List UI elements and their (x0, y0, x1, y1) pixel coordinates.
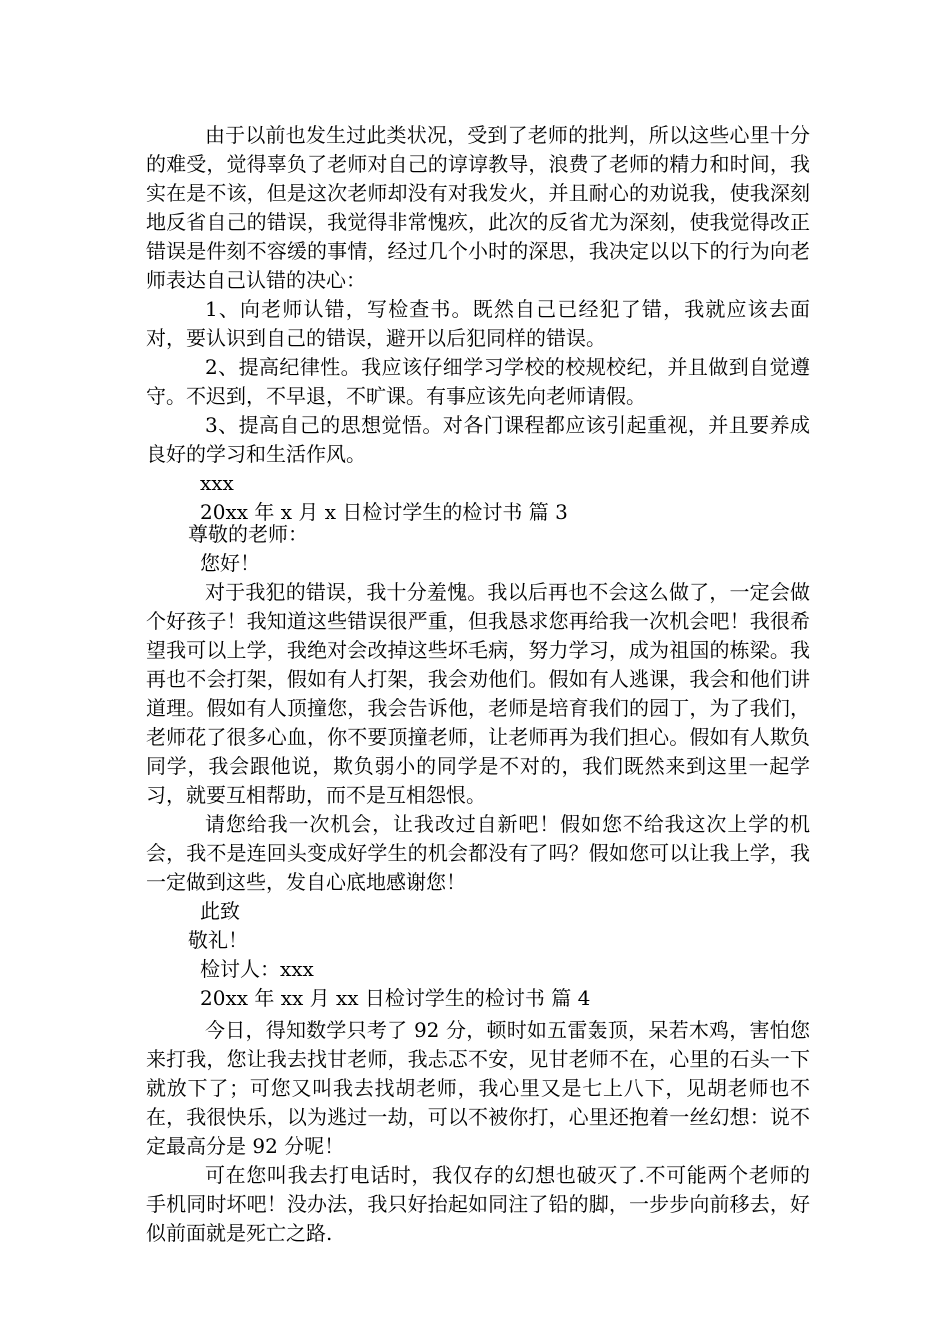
paragraph: 可在您叫我去打电话时，我仅存的幻想也破灭了.不可能两个老师的手机同时坏吧！没办法，我只好抬起如同注了铅的脚，一步步向前移去，好似前面就是死亡之路. (146, 1163, 810, 1245)
paragraph: 3、提高自己的思想觉悟。对各门课程都应该引起重视，并且要养成良好的学习和生活作风。 (146, 413, 810, 466)
closing-line: 此致 (200, 899, 240, 923)
closing-line: 敬礼！ (188, 928, 248, 952)
section-2-tail (146, 121, 810, 527)
paragraph: 1、向老师认错，写检查书。既然自己已经犯了错，我就应该去面对，要认识到自己的错误，避开以后犯同样的错误。 (146, 297, 810, 350)
paragraph: 2、提高纪律性。我应该仔细学习学校的校规校纪，并且做到自觉遵守。不迟到，不早退，不旷课。有事应该先向老师请假。 (146, 355, 810, 408)
salutation: 尊敬的老师： (188, 522, 308, 546)
greeting: 您好！ (200, 551, 260, 575)
signer: 检讨人：xxx (200, 957, 314, 981)
signature: xxx (200, 471, 234, 495)
section-4 (146, 1016, 810, 1248)
paragraph: 今日，得知数学只考了 92 分，顿时如五雷轰顶，呆若木鸡，害怕您来打我，您让我去找甘老师，我忐忑不安，见甘老师不在，心里的石头一下就放下了；可您又叫我去找胡老师，我心里又是七上八下，见胡老师也不在，我很快乐，以为逃过一劫，可以不被你打，心里还抱着一丝幻想：说不定最高分是 92 分呢！ (146, 1018, 810, 1158)
section-heading: 20xx 年 x 月 x 日检讨学生的检讨书 篇 3 (200, 500, 568, 524)
section-3 (146, 520, 810, 1013)
section-heading: 20xx 年 xx 月 xx 日检讨学生的检讨书 篇 4 (200, 986, 591, 1010)
paragraph: 由于以前也发生过此类状况，受到了老师的批判，所以这些心里十分的难受，觉得辜负了老师对自己的谆谆教导，浪费了老师的精力和时间，我实在是不该，但是这次老师却没有对我发火，并且耐心的劝说我，使我深刻地反省自己的错误，我觉得非常愧疚，此次的反省尤为深刻，使我觉得改正错误是件刻不容缓的事情，经过几个小时的深思，我决定以以下的行为向老师表达自己认错的决心： (146, 123, 810, 292)
paragraph: 请您给我一次机会，让我改过自新吧！假如您不给我这次上学的机会，我不是连回头变成好学生的机会都没有了吗？假如您可以让我上学，我一定做到这些，发自心底地感谢您！ (146, 812, 810, 894)
paragraph: 对于我犯的错误，我十分羞愧。我以后再也不会这么做了，一定会做个好孩子！我知道这些错误很严重，但我恳求您再给我一次机会吧！我很希望我可以上学，我绝对会改掉这些坏毛病，努力学习，成为祖国的栋梁。我再也不会打架，假如有人打架，我会劝他们。假如有人逃课，我会和他们讲道理。假如有人顶撞您，我会告诉他，老师是培育我们的园丁，为了我们，老师花了很多心血，你不要顶撞老师，让老师再为我们担心。假如有人欺负同学，我会跟他说，欺负弱小的同学是不对的，我们既然来到这里一起学习，就要互相帮助，而不是互相怨恨。 (146, 580, 810, 807)
